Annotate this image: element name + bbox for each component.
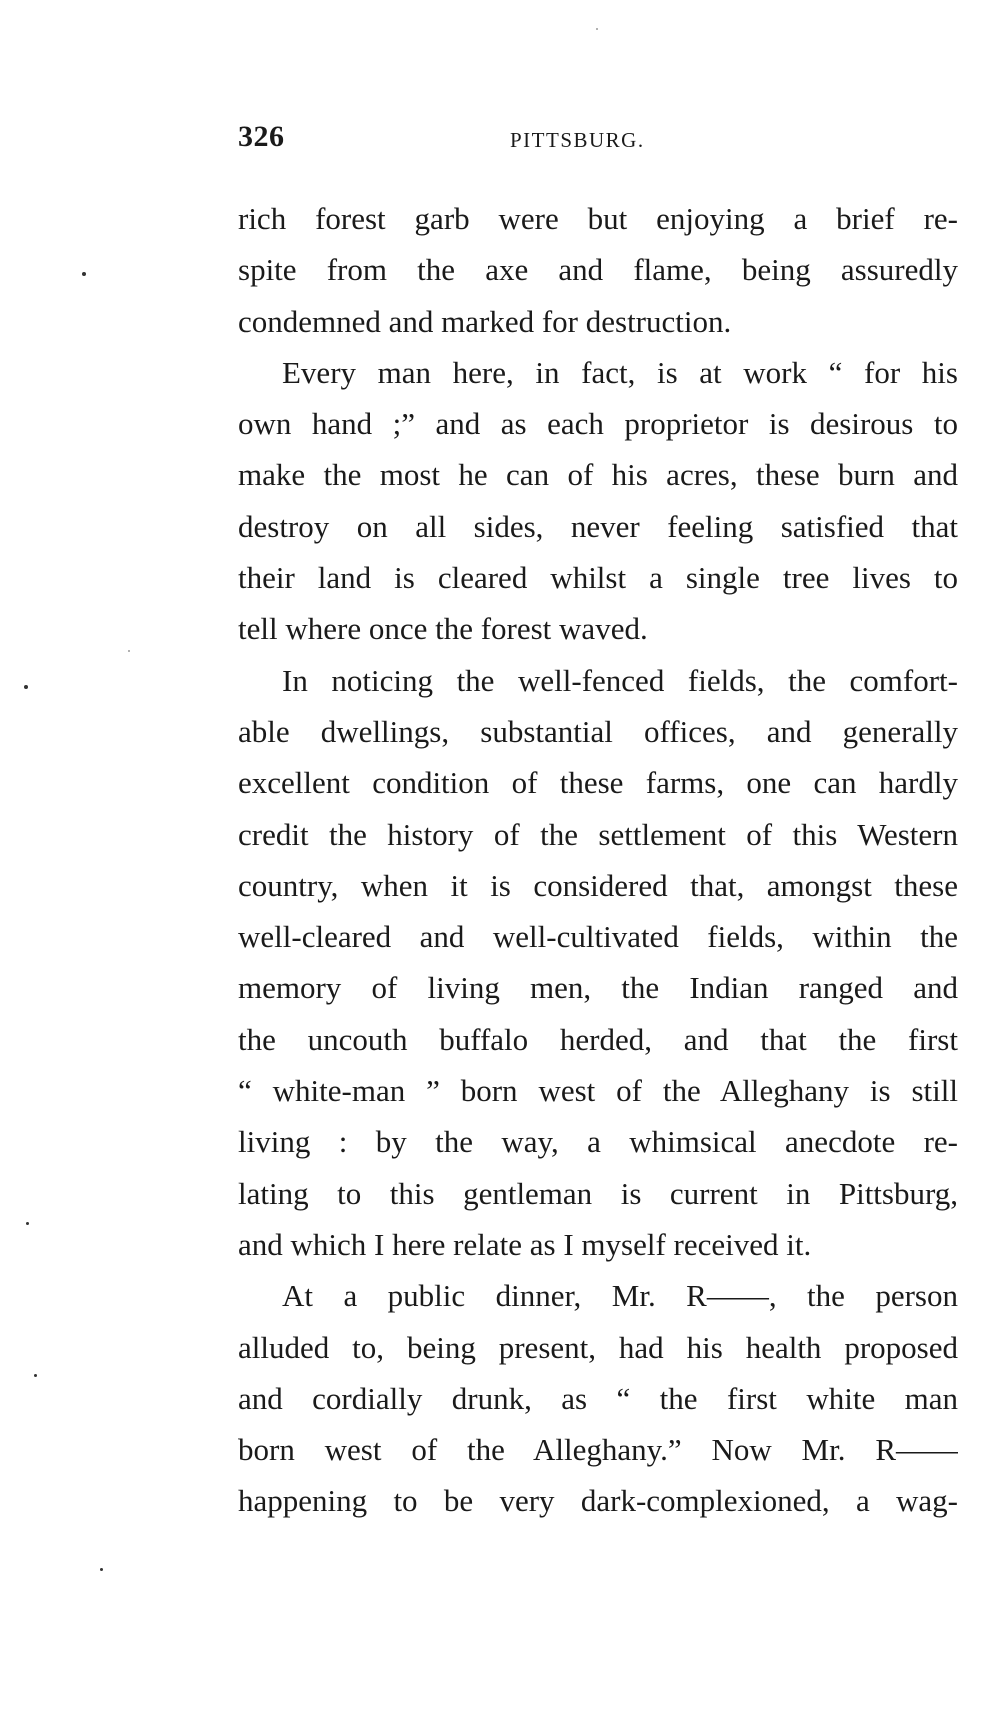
text-line: happening to be very dark-complexioned, a wag- [238,1483,958,1519]
text-line: spite from the axe and flame, being assuredly [238,252,958,288]
running-head [238,120,958,160]
page-number: 326 [238,120,285,153]
text-line: condemned and marked for destruction. [238,303,732,339]
scan-speck [596,28,598,30]
text-line: lating to this gentleman is current in Pittsburg, [238,1175,958,1211]
text-line: born west of the Alleghany.” Now Mr. R—— [238,1432,958,1468]
text-line: and which I here relate as I myself received it. [238,1226,812,1262]
text-line: and cordially drunk, as “ the first white man [238,1380,958,1416]
scan-speck [128,650,130,652]
body-text [238,193,958,1527]
scan-speck [100,1568,103,1571]
scan-speck [26,1222,29,1225]
text-line: Every man here, in fact, is at work “ for his [282,354,958,390]
scan-speck [82,272,86,276]
scan-speck [34,1374,37,1377]
text-line: country, when it is considered that, amongst these [238,867,958,903]
text-line: In noticing the well-fenced fields, the comfort- [282,662,958,698]
text-line: tell where once the forest waved. [238,611,648,647]
text-line: own hand ;” and as each proprietor is desirous to [238,406,958,442]
text-line: the uncouth buffalo herded, and that the first [238,1021,958,1057]
running-title: PITTSBURG. [510,128,645,152]
text-line: rich forest garb were but enjoying a brief re- [238,201,958,236]
text-line: memory of living men, the Indian ranged and [238,970,958,1006]
scan-speck [24,685,28,689]
text-line: excellent condition of these farms, one can hardly [238,765,958,801]
text-line: destroy on all sides, never feeling satisfied that [238,508,958,544]
text-line: alluded to, being present, had his health proposed [238,1329,958,1365]
text-line: well-cleared and well-cultivated fields, within the [238,919,958,955]
text-line: credit the history of the settlement of this Western [238,816,958,852]
text-line: living : by the way, a whimsical anecdote re- [238,1124,958,1160]
text-line: able dwellings, substantial offices, and generally [238,713,958,749]
text-line: make the most he can of his acres, these burn and [238,457,958,493]
text-line: “ white-man ” born west of the Alleghany is still [238,1073,958,1109]
text-line: their land is cleared whilst a single tree lives to [238,560,958,596]
text-line: At a public dinner, Mr. R——, the person [282,1278,958,1314]
